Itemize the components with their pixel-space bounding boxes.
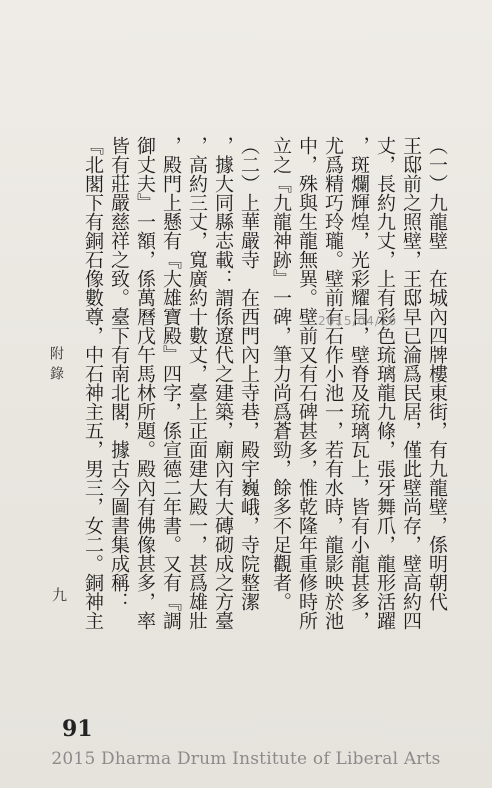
- text-column: 尤爲精巧玲瓏。壁前有石作小池一，若有水時，龍影映於池: [322, 136, 344, 630]
- footer-watermark: 2015 Dharma Drum Institute of Liberal Arts: [51, 749, 441, 769]
- page-number: 91: [62, 716, 93, 742]
- text-column: ，殿門上懸有『大雄寶殿』四字，係宣德二年書。又有『調: [160, 136, 182, 630]
- text-column: ，斑爛輝煌，光彩耀目，壁脊及琉璃瓦上，皆有小龍甚多，: [348, 136, 370, 630]
- text-column: 御丈夫』一額，係萬曆戊午馬林所題。殿內有佛像甚多，率: [134, 136, 156, 630]
- text-column: 中，殊與生龍無異。壁前又有石碑甚多，惟乾隆年重修時所: [296, 136, 318, 630]
- text-column: 王邸前之照壁，王邸早已淪爲民居，僅此壁尚存，壁高約四: [400, 136, 422, 630]
- text-column: ，高約三丈，寬廣約十數丈，臺上正面建大殿一，甚爲雄壯: [186, 136, 208, 630]
- text-column: 丈，長約九丈，上有彩色琉璃龍九條，張牙舞爪，龍形活躍: [374, 136, 396, 630]
- date-watermark: 2015/04/16: [318, 314, 398, 328]
- text-column: （一）九龍壁 在城內四牌樓東街，有九龍壁，係明朝代: [426, 136, 448, 611]
- section-label: 附錄: [48, 346, 64, 386]
- text-column: ，據大同縣志載：謂係遼代之建築，廟內有大磚砌成之方臺: [212, 136, 234, 630]
- text-column: （二）上華嚴寺 在西門內上寺巷，殿宇巍峨，寺院整潔: [238, 136, 260, 611]
- text-column: 皆有莊嚴慈祥之致。臺下有南北閣，據古今圖書集成稱：: [108, 136, 130, 611]
- text-column: 『北閣下有銅石像數尊，中石神主五，男三，女二。銅神主: [82, 136, 104, 630]
- text-column: 立之『九龍神跡』一碑，筆力尚爲蒼勁，餘多不足觀者。: [270, 136, 292, 611]
- chapter-number: 九: [52, 586, 68, 604]
